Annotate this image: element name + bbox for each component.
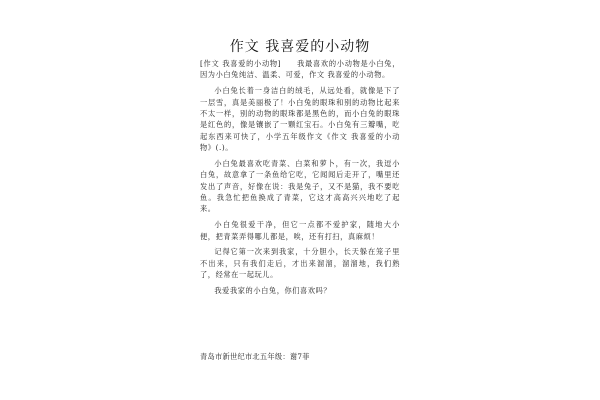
author-footer: 青岛市新世纪市北五年级：谢7菲	[200, 352, 310, 361]
paragraph-1: [作文 我喜爱的小动物] 我最喜欢的小动物是小白兔，因为小白兔纯洁、温柔、可爱，作文 我喜爱的小动物。	[200, 59, 400, 80]
paragraph-5: 记得它第一次来到我家，十分胆小，长天躲在笼子里不出来，只有我们走后，才出来溜溜，溜溜地，我们熟了，经常在一起玩儿。	[200, 247, 400, 280]
essay-body	[200, 58, 400, 301]
page-title: 作文 我喜爱的小动物	[229, 39, 371, 55]
paragraph-4: 小白兔很爱干净，但它一点都不爱护家，随地大小便，把青菜弄得哪儿都是，唉，还有打扫，真麻烦！	[200, 220, 400, 241]
paragraph-6: 我爱我家的小白兔，你们喜欢吗？	[214, 285, 332, 295]
paragraph-3: 小白兔最喜欢吃青菜、白菜和萝卜，有一次，我逗小白兔，故意拿了一条鱼给它吃，它闻闻后走开了，嘴里还发出了声音，好像在说：我是兔子，又不是猫，我不要吃鱼。我急忙把鱼换成了青菜，它这才高高兴兴地吃了起来。	[200, 158, 400, 214]
paragraph-2: 小白兔长着一身洁白的绒毛，从远处看，就像是下了一层雪，真是美丽极了！小白兔的眼珠和别的动物比起来不太一样，别的动物的眼珠都是黑色的，而小白兔的眼珠是红色的，像是镶嵌了一颗红宝石。小白兔有三瓣嘴，吃起东西来可快了，小学五年级作文《作文 我喜爱的小动物》(.)。	[200, 86, 400, 153]
